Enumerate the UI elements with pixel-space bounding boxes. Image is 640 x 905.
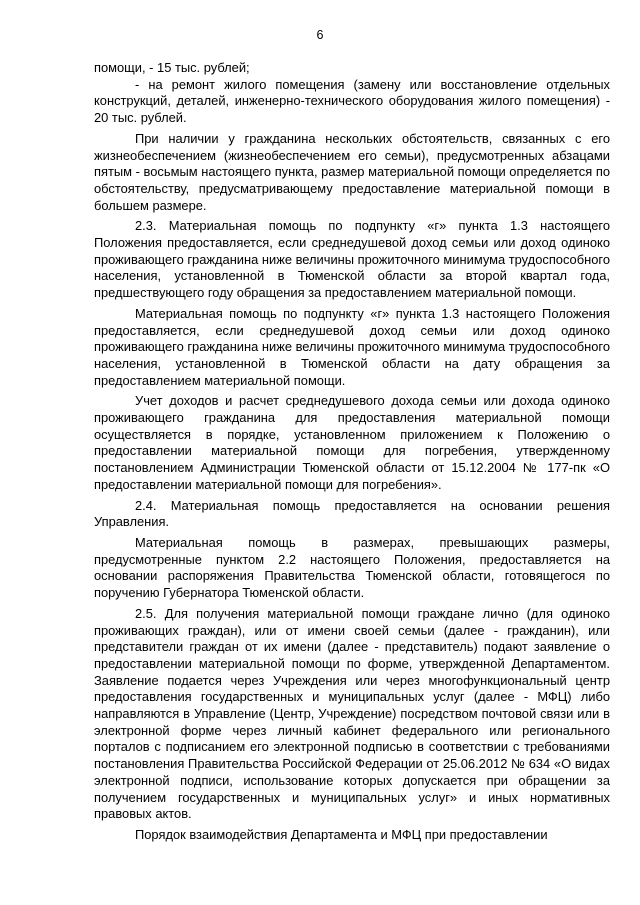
paragraph: 2.4. Материальная помощь предоставляется на основании решения Управления. bbox=[94, 497, 610, 530]
page-number: 6 bbox=[316, 28, 324, 42]
paragraph: Учет доходов и расчет среднедушевого дохода семьи или дохода одиноко проживающего гражданина для предоставления материальной помощи осуществляется в порядке, установленном приложением к Положению о предоставлении материальной помощи для погребения, утвержденному постановлением Администрации Тюменской области от 15.12.2004 № 177-пк «О предоставлении материальной помощи для погребения». bbox=[94, 393, 610, 492]
paragraph: Материальная помощь в размерах, превышающих размеры, предусмотренные пунктом 2.2 настоящего Положения, предоставляется на основании распоряжения Правительства Тюменской области, готовящегося по поручению Губернатора Тюменской области. bbox=[94, 534, 610, 601]
paragraph: 2.3. Материальная помощь по подпункту «г» пункта 1.3 настоящего Положения предоставляется, если среднедушевой доход семьи или доход одиноко проживающего гражданина ниже величины прожиточного минимума трудоспособного населения, установленной в Тюменской области за второй квартал года, предшествующего году обращения за предоставлением материальной помощи. bbox=[94, 218, 610, 301]
paragraph: При наличии у гражданина нескольких обстоятельств, связанных с его жизнеобеспечением (жизнеобеспечением его семьи), предусмотренных абзацами пятым - восьмым настоящего пункта, размер материальной помощи определяется по обстоятельству, предусматривающему предоставление материальной помощи в большем размере. bbox=[94, 130, 610, 213]
paragraph: помощи, - 15 тыс. рублей; bbox=[94, 60, 250, 75]
paragraph: - на ремонт жилого помещения (замену или восстановление отдельных конструкций, деталей, инженерно-технического оборудования жилого помещения) - 20 тыс. рублей. bbox=[94, 76, 610, 126]
paragraph: Порядок взаимодействия Департамента и МФЦ при предоставлении bbox=[135, 826, 548, 842]
document-body bbox=[94, 60, 610, 844]
paragraph: Материальная помощь по подпункту «г» пункта 1.3 настоящего Положения предоставляется, если среднедушевой доход семьи или доход одиноко проживающего гражданина ниже величины прожиточного минимума трудоспособного населения, установленной в Тюменской области на дату обращения за предоставлением материальной помощи. bbox=[94, 305, 610, 388]
paragraph: 2.5. Для получения материальной помощи граждане лично (для одиноко проживающих граждан), или от имени своей семьи (далее - гражданин), или представители граждан от их имени (далее - представитель) подают заявление о предоставлении материальной помощи по форме, утвержденной Департаментом. Заявление подается через Учреждения или через многофункциональный центр предоставления государственных и муниципальных услуг (далее - МФЦ) либо направляются в Управление (Центр, Учреждение) посредством почтовой связи или в электронной форме через личный кабинет федерального или регионального порталов с подписанием его электронной подписью в соответствии с требованиями постановления Правительства Российской Федерации от 25.06.2012 № 634 «О видах электронной подписи, использование которых допускается при обращении за получением государственных и муниципальных услуг» и иных нормативных правовых актов. bbox=[94, 605, 610, 822]
